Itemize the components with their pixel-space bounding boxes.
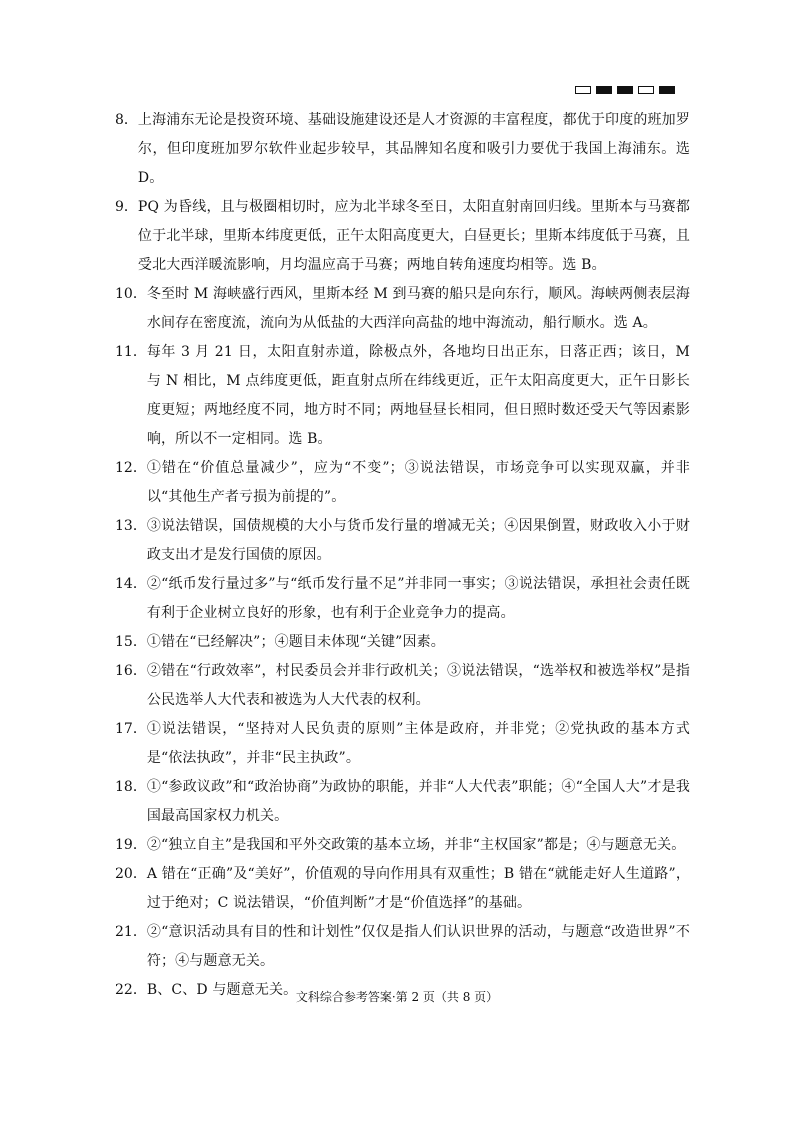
- answer-number: 19．: [115, 837, 147, 853]
- answer-text: 每年 3 月 21 日，太阳直射赤道，除极点外，各地均日出正东，日落正西；该日，M 与 N 相比，M 点纬度更低，距直射点所在纬线更近，正午太阳高度更大，正午日影长度更短；两地经度不同，地方时不同；两地昼昼长相同，但日照时数还受天气等因素影响，所以不一定相同。选 B。: [146, 344, 690, 447]
- answer-item-12: [115, 454, 690, 512]
- answer-number: 17．: [115, 721, 147, 737]
- answer-number: 8．: [115, 112, 138, 128]
- answer-text: PQ 为昏线，且与极圈相切时，应为北半球冬至日，太阳直射南回归线。里斯本与马赛都位于北半球，里斯本纬度更低，正午太阳高度更大，白昼更长；里斯本纬度低于马赛，且受北大西洋暖流影响，月均温应高于马赛；两地自转角速度均相等。选 B。: [137, 199, 690, 273]
- answer-item-20: [115, 860, 690, 918]
- answer-number: 21．: [115, 924, 147, 940]
- answer-text: ①“参政议政”和“政治协商”为政协的职能，并非“人大代表”职能；④“全国人大”才是我国最高国家权力机关。: [146, 779, 690, 824]
- answer-item-13: [115, 512, 690, 570]
- answer-text: 冬至时 M 海峡盛行西风，里斯本经 M 到马赛的船只是向东行，顺风。海峡两侧表层海水间存在密度流，流向为从低盐的大西洋向高盐的地中海流动，船行顺水。选 A。: [146, 286, 690, 331]
- answer-text: 上海浦东无论是投资环境、基础设施建设还是人才资源的丰富程度，都优于印度的班加罗尔，但印度班加罗尔软件业起步较早，其品牌知名度和吸引力要优于我国上海浦东。选 D。: [137, 112, 690, 186]
- header-marks: [575, 86, 675, 94]
- answer-number: 20．: [115, 866, 147, 882]
- answer-item-11: [115, 338, 690, 454]
- header-mark-2: [596, 86, 612, 94]
- answer-item-9: [115, 193, 690, 280]
- answer-text: ②错在“行政效率”，村民委员会并非行政机关；③说法错误，“选举权和被选举权”是指公民选举人大代表和被选为人大代表的权利。: [146, 663, 690, 708]
- answer-item-21: [115, 918, 690, 976]
- answer-item-8: [115, 106, 690, 193]
- answer-item-10: [115, 280, 690, 338]
- answer-number: 11．: [115, 344, 147, 360]
- answer-text: ①说法错误，“坚持对人民负责的原则”主体是政府，并非党；②党执政的基本方式是“依法执政”，并非“民主执政”。: [146, 721, 690, 766]
- answer-text: ②“意识活动具有目的性和计划性”仅仅是指人们认识世界的活动，与题意“改造世界”不符；④与题意无关。: [146, 924, 690, 969]
- answer-text: B、C、D 与题意无关。: [146, 982, 298, 998]
- answer-item-16: [115, 657, 690, 715]
- answer-text: ①错在“价值总量减少”，应为“不变”；③说法错误，市场竞争可以实现双赢，并非以“其他生产者亏损为前提的”。: [146, 460, 690, 505]
- answer-item-17: [115, 715, 690, 773]
- answer-text: ②“纸币发行量过多”与“纸币发行量不足”并非同一事实；③说法错误，承担社会责任既有利于企业树立良好的形象，也有利于企业竞争力的提高。: [146, 576, 690, 621]
- header-mark-4: [638, 86, 654, 94]
- answer-item-14: [115, 570, 690, 628]
- answer-number: 15．: [115, 634, 147, 650]
- header-mark-1: [575, 86, 591, 94]
- answer-list: [115, 106, 690, 1005]
- answer-item-18: [115, 773, 690, 831]
- header-mark-3: [617, 86, 633, 94]
- answer-text: A 错在“正确”及“美好”，价值观的导向作用具有双重性；B 错在“就能走好人生道路”，过于绝对；C 说法错误，“价值判断”才是“价值选择”的基础。: [146, 866, 690, 911]
- answer-item-15: [115, 628, 690, 657]
- answer-text: ②“独立自主”是我国和平外交政策的基本立场，并非“主权国家”都是；④与题意无关。: [146, 837, 686, 853]
- answer-number: 16．: [115, 663, 147, 679]
- answer-number: 18．: [115, 779, 147, 795]
- answer-number: 13．: [115, 518, 147, 534]
- answer-number: 9．: [115, 199, 138, 215]
- page-footer: 文科综合参考答案·第 2 页（共 8 页）: [295, 990, 499, 1004]
- answer-number: 12．: [115, 460, 147, 476]
- answer-number: 10．: [115, 286, 147, 302]
- answer-text: ③说法错误，国债规模的大小与货币发行量的增减无关；④因果倒置，财政收入小于财政支出才是发行国债的原因。: [146, 518, 690, 563]
- answer-text: ①错在“已经解决”；④题目未体现“关键”因素。: [146, 634, 445, 650]
- answer-number: 14．: [115, 576, 147, 592]
- header-mark-5: [659, 86, 675, 94]
- answer-item-19: [115, 831, 690, 860]
- answer-number: 22．: [115, 982, 147, 998]
